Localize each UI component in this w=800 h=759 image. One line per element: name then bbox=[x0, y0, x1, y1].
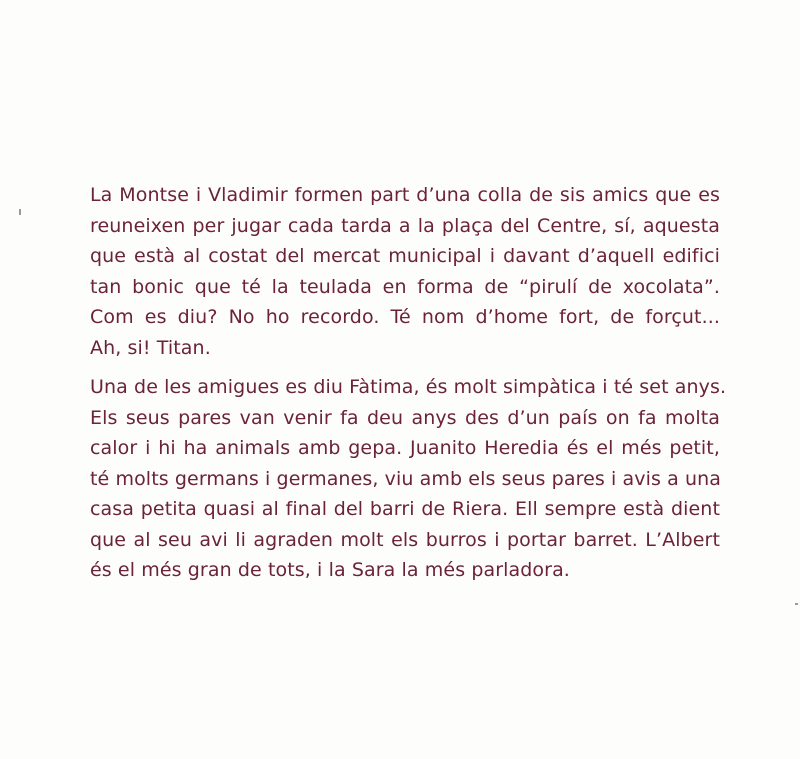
text-line: Els seus pares van venir fa deu anys des d’un país on fa molta bbox=[90, 406, 720, 429]
text-line: té molts germans i germanes, viu amb els seus pares i avis a una bbox=[90, 467, 722, 490]
text-line: Ah, si! Titan. bbox=[90, 336, 211, 359]
scan-speck bbox=[795, 603, 798, 605]
paragraph-1 bbox=[90, 180, 720, 363]
text-line: és el més gran de tots, i la Sara la més parladora. bbox=[90, 559, 570, 581]
text-line: Com es diu? No ho recordo. Té nom d’home fort, de forçut... bbox=[90, 306, 720, 328]
text-line: tan bonic que té la teulada en forma de “pirulí de xocolata”. bbox=[90, 275, 720, 298]
text-line: que al seu avi li agraden molt els burros i portar barret. L’Albert bbox=[90, 528, 720, 551]
scan-speck bbox=[19, 209, 21, 215]
paragraph-2 bbox=[90, 372, 727, 586]
text-line: Una de les amigues es diu Fàtima, és molt simpàtica i té set anys. bbox=[90, 376, 727, 398]
text-line: reuneixen per jugar cada tarda a la plaça del Centre, sí, aquesta bbox=[90, 214, 720, 237]
text-line: que està al costat del mercat municipal i davant d’aquell edifici bbox=[90, 245, 720, 267]
text-line: casa petita quasi al final del barri de Riera. Ell sempre està dient bbox=[90, 498, 720, 520]
text-line: calor i hi ha animals amb gepa. Juanito Heredia és el més petit, bbox=[90, 437, 720, 459]
text-line: La Montse i Vladimir formen part d’una colla de sis amics que es bbox=[90, 184, 720, 206]
